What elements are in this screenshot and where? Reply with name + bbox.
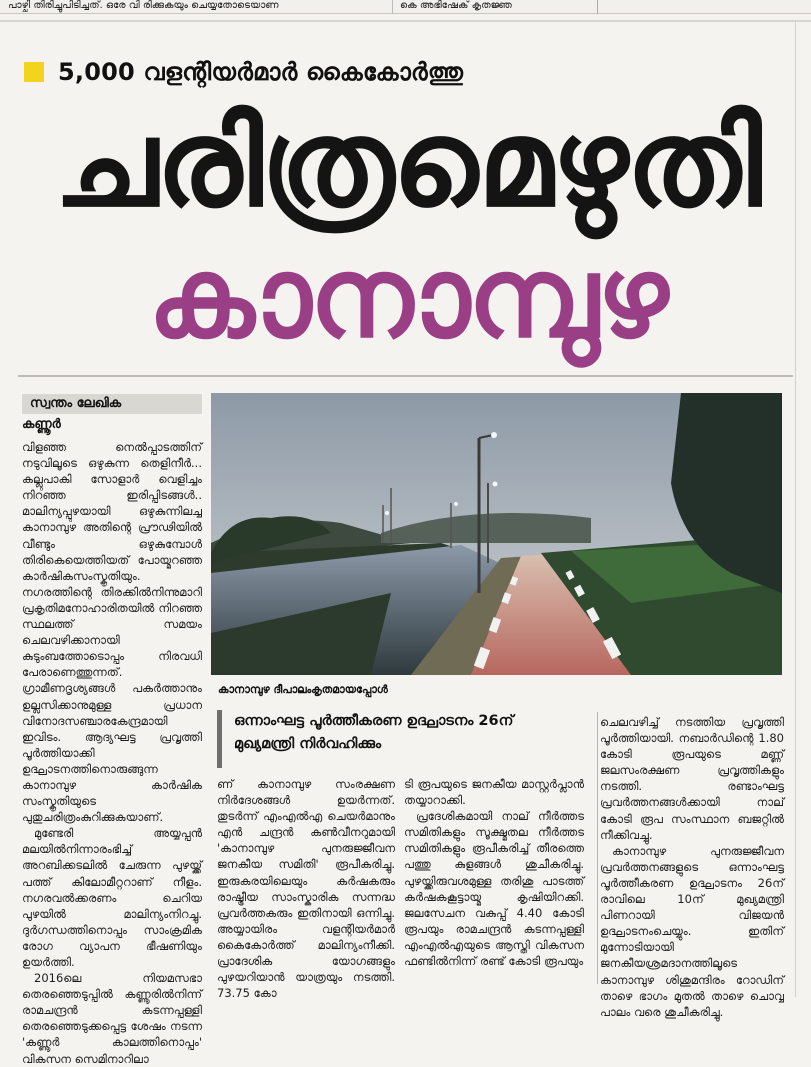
headline-line-1: ചരിത്രമെഴുതി — [54, 95, 760, 234]
headline-divider — [18, 375, 793, 377]
paragraph: വിളഞ്ഞ നെൽപ്പാടത്തിന് നടുവിലൂടെ ഒഴുകുന്ന തെളിനീർ... കല്ലുപാകി സോളാർ വെളിച്ചം നിറഞ്ഞ ഇരിപ്പിടങ്ങൾ.. മാലിന്യപ്പുഴയായി ഒഴുകുന്നിലച്ച കാനാമ്പുഴ അതിന്റെ പ്രൗഢിയിൽ വീണ്ടും ഒഴുകുമ്പോൾ തിരികെയെത്തിയത് പോയ്മറഞ്ഞ കാർഷികസംസ്കൃതിയും. നഗരത്തിന്റെ തിരക്കിൽനിന്നുമാറി പ്രകൃതിമനോഹാരിതയിൽ നിറഞ്ഞ സ്ഥലത്ത് സമയം ചെലവഴിക്കാനായി കുടുംബത്തോടൊപ്പം നിരവധി പേരാണെത്തുന്നത്. ഗ്രാമീണദൃശ്യങ്ങൾ പകർത്താനും ഉല്ലസിക്കാനുമുള്ള പ്രധാന വിനോദസഞ്ചാരകേന്ദ്രമായി ഇവിടം. ആദ്യഘട്ട പ്രവൃത്തി പൂർത്തിയാക്കി ഉദ്ഘാടനത്തിനൊരുങ്ങുന്ന കാനാമ്പുഴ കാർഷിക സംസ്കൃതിയുടെ പുതുചരിത്രംകുറിക്കുകയാണ്. — [22, 440, 202, 825]
kicker — [24, 58, 463, 86]
dateline: കണ്ണൂർ — [22, 417, 61, 432]
section-divider — [0, 20, 811, 22]
column-divider — [392, 0, 393, 14]
pull-quote-line-2: മുഖ്യമന്ത്രി നിർവഹിക്കും — [234, 736, 382, 752]
headline-line-2: കാനാമ്പുഴ — [147, 233, 667, 363]
paragraph: പ്രദേശികമായി നാല് നീർത്തട സമിതികളും സൂക്ഷ്മതല നീർത്തട സമിതികളും രൂപീകരിച്ച് തീരത്തെ പത്തു കുളങ്ങൾ ശുചീകരിച്ചു. പുഴയ്ക്കിരുവശമുള്ള തരിശു പാടത്ത് കർഷകകൂട്ടായ്മ കൃഷിയിറക്കി. ജലസേചന വകുപ്പ് 4.40 കോടി രൂപയും രാമചന്ദ്രൻ കടന്നപ്പള്ളി എംഎൽഎയുടെ ആസ്തി വികസന ഫണ്ടിൽനിന്ന് രണ്ട് കോടി രൂപയും — [404, 809, 584, 969]
paragraph: 2016ലെ നിയമസഭാ തെരഞ്ഞെടുപ്പിൽ കണ്ണൂരിൽനിന്ന് രാമചന്ദ്രൻ കടന്നപ്പള്ളി തെരഞ്ഞെടുക്കപ്പെട്ട ശേഷം നടന്ന 'കണ്ണൂർ കാലത്തിനൊപ്പം' വികസന സെമിനാറിലാ — [22, 971, 202, 1066]
previous-article-text-left: പാഴ്ചി തിരിച്ചുപിടിച്ചത്. ഒരേ വി രിക്കുകയും ചെയ്യതോടെയാണ — [8, 0, 279, 11]
column-divider — [597, 0, 598, 14]
previous-page-strip — [0, 0, 811, 14]
news-photo — [211, 393, 782, 675]
previous-article-text-right: കെ അഭിഷേക് കൃതജ്ഞ — [400, 0, 512, 11]
pull-quote-line-1: ഒന്നാംഘട്ട പൂർത്തീകരണ ഉദ്ഘാടനം 26ന് — [234, 713, 514, 729]
paragraph: ണ് കാനാമ്പുഴ സംരക്ഷണ നിർദേശങ്ങൾ ഉയർന്നത്. തുടർന്ന് എംഎൽഎ ചെയർമാനും എൻ ചന്ദ്രൻ കൺവീനറുമായി 'കാനാമ്പുഴ പുനരുജ്ജീവന ജനകീയ സമിതി' രൂപീകരിച്ചു. ഇരുകരയിലെയും കർഷകരും രാഷ്ട്രീയ സാംസ്കാരിക സന്നദ്ധ പ്രവർത്തകരും ഇതിനായി ഒന്നിച്ചു. അയ്യായിരം വളന്റിയർമാർ കൈകോർത്ത് മാലിന്യംനീക്കി. പ്രാദേശിക യോഗങ്ങളും പുഴയറിയാൻ യാത്രയും നടത്തി. 73.75 കോ — [217, 777, 395, 1001]
pull-quote — [217, 710, 581, 768]
column-divider — [597, 712, 598, 984]
photo-canal-walkway — [211, 393, 782, 675]
paragraph: ചെലവഴിച്ച് നടത്തിയ പ്രവൃത്തി പൂർത്തിയായി. നബാർഡിന്റെ 1.80 കോടി രൂപയുടെ മണ്ണ് ജലസംരക്ഷണ പ്രവൃത്തികളും നടത്തി. രണ്ടാംഘട്ട പ്രവർത്തനങ്ങൾക്കായി നാല് കോടി രൂപ സംസ്ഥാന ബജറ്റിൽ നീക്കിവച്ചു. — [600, 715, 784, 842]
paragraph: കാനാമ്പുഴ പുനരുജ്ജീവന പ്രവർത്തനങ്ങളുടെ ഒന്നാംഘട്ട പൂർത്തീകരണ ഉദ്ഘാടനം 26ന് രാവിലെ 10ന് മുഖ്യമന്ത്രി പിണറായി വിജയൻ ഉദ്ഘാടനംചെയ്യും. ഇതിന് മുന്നോടിയായി ജനകീയശ്രമദാനത്തിലൂടെ കാനാമ്പുഴ ശിശുമന്ദിരം റോഡിന് താഴെ ഭാഗം മുതൽ താഴെ ചൊവ്വ പാലം വരെ ശുചീകരിച്ചു. — [600, 843, 784, 1019]
kicker-square-icon — [24, 62, 44, 82]
byline: സ്വന്തം ലേഖിക — [22, 394, 202, 414]
kicker-text: 5,000 വളന്റിയർമാർ കൈകോർത്തു — [58, 58, 464, 86]
article-column-4 — [600, 714, 784, 1019]
photo-caption: കാനാമ്പുഴ ദീപാലംകൃതമായപ്പോൾ — [218, 683, 388, 696]
paragraph: മുണ്ടേരി അയ്യപ്പൻ മലയിൽനിന്നാരംഭിച്ച് അറബിക്കടലിൽ ചേരുന്ന പുഴയ്ക്ക് പത്ത് കിലോമീറ്ററാണ് നീളം. നഗരവൽക്കരണം ചെറിയ പുഴയിൽ മാലിന്യംനിറച്ചു. ദുർഗന്ധത്തിനൊപ്പം സാംക്രമിക രോഗ വ്യാപന ഭീഷണിയും ഉയർത്തി. — [22, 826, 202, 969]
article-column-1 — [22, 439, 202, 1066]
article-column-2 — [217, 776, 395, 1001]
paragraph: ടി രൂപയുടെ ജനകീയ മാസ്റ്റർപ്ലാൻ തയ്യാറാക്കി. — [404, 777, 584, 808]
article-column-3 — [404, 776, 584, 986]
